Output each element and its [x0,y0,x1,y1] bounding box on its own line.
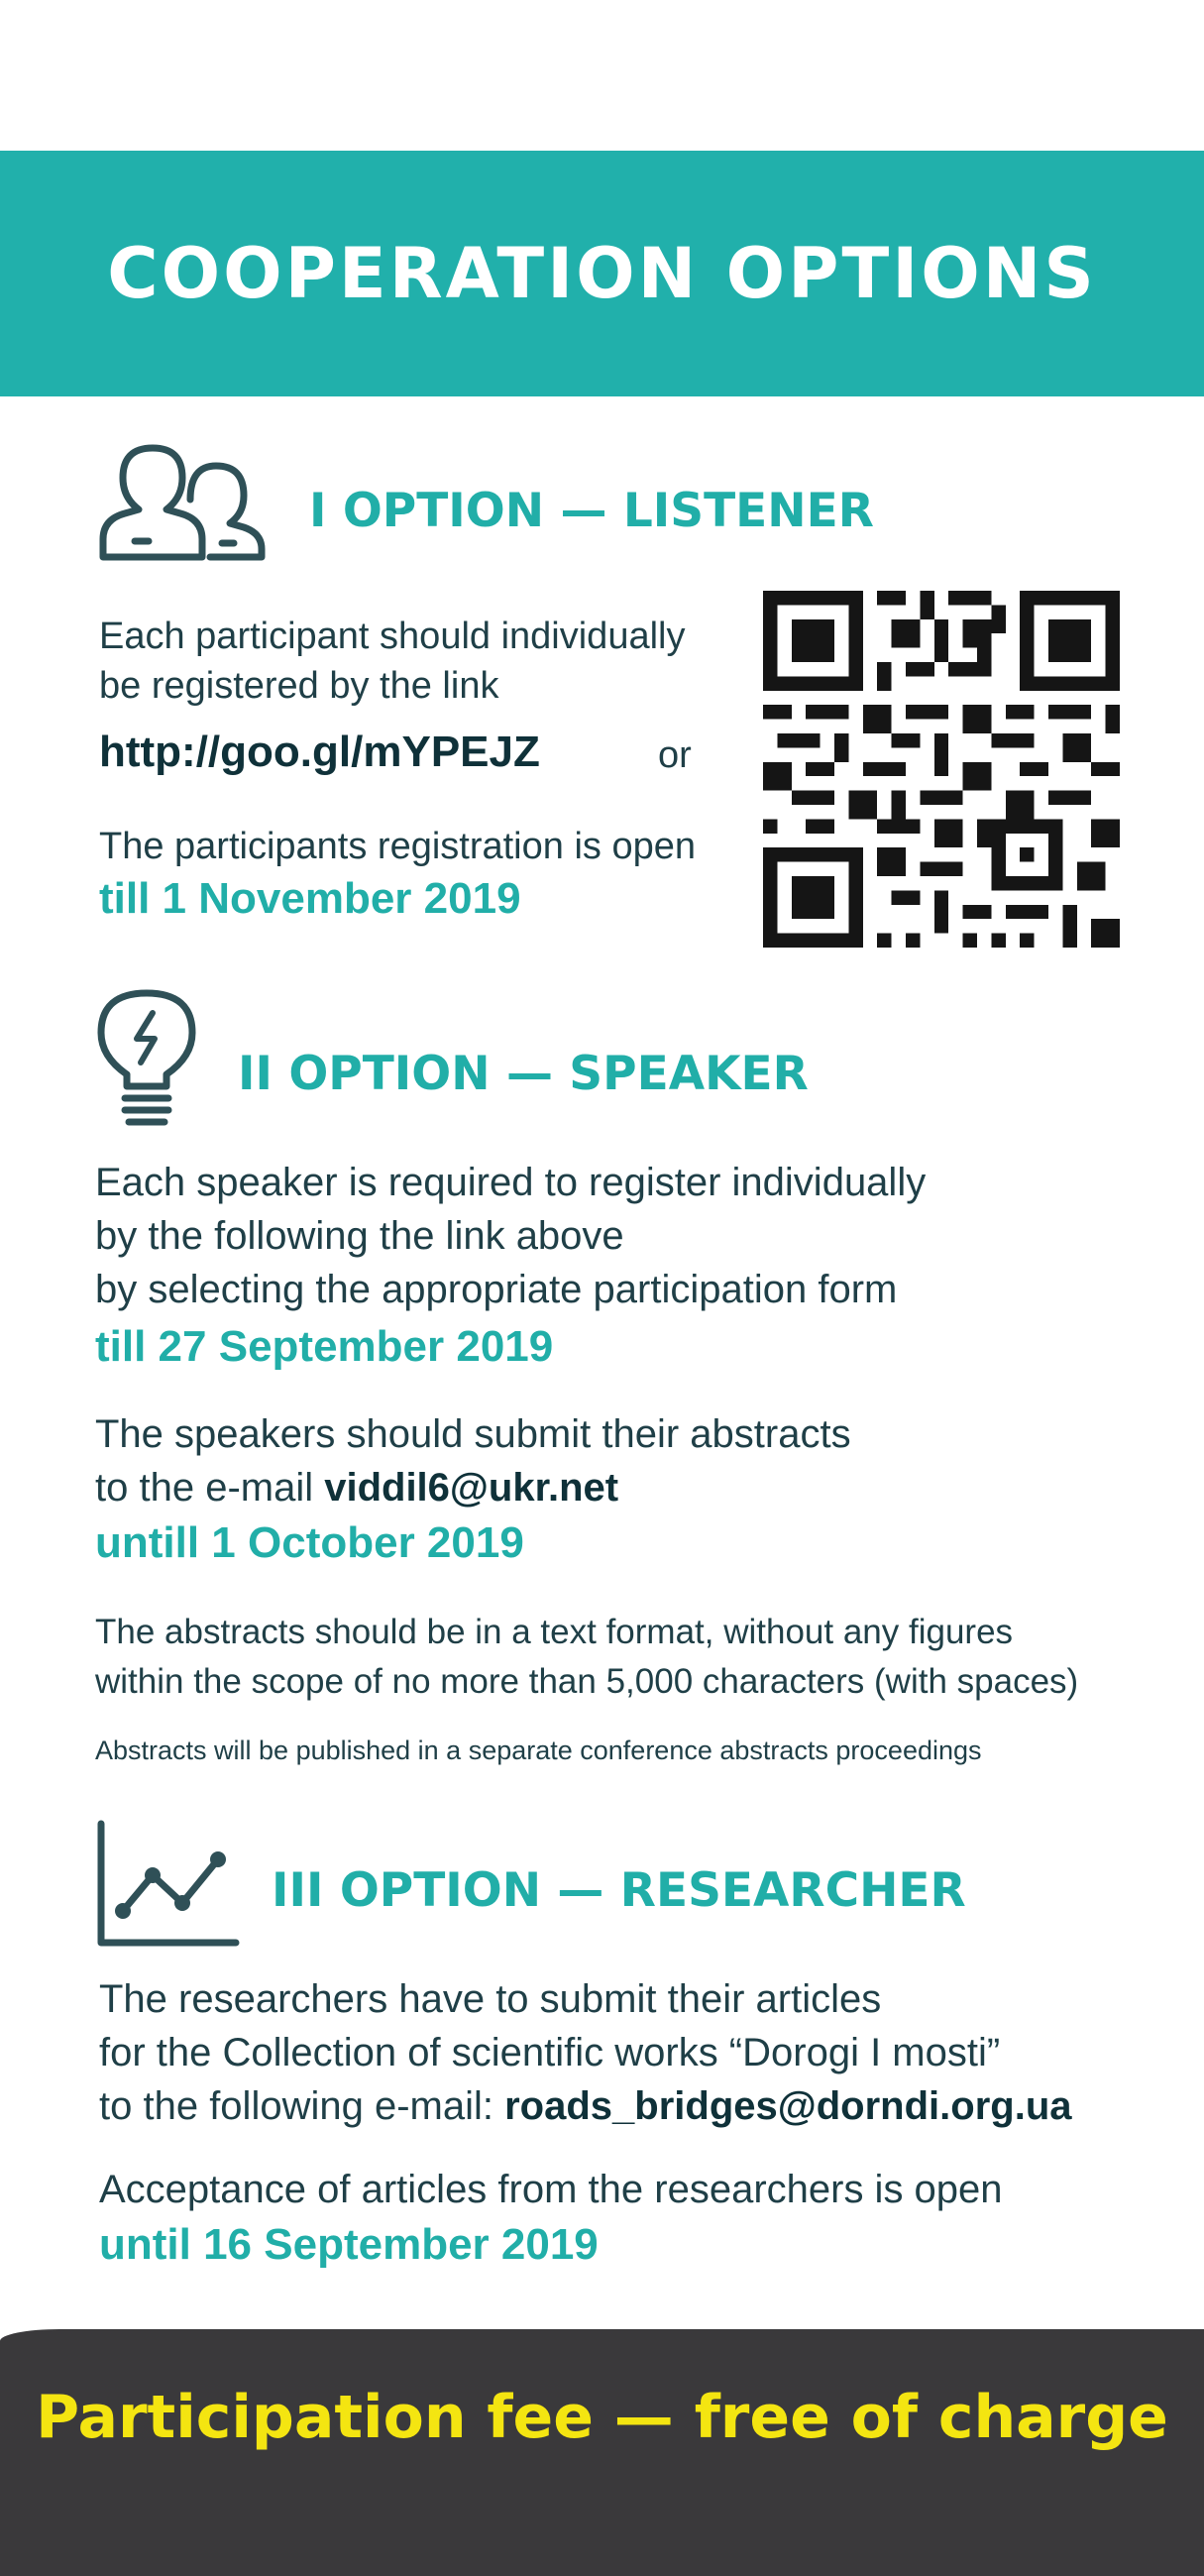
option2-deadline2: untill 1 October 2019 [95,1518,524,1567]
option2-text-line1: Each speaker is required to register individually [95,1161,927,1204]
option3-heading: III OPTION — RESEARCHER [272,1863,966,1918]
title-banner [0,151,1204,396]
participation-fee-text: Participation fee — free of charge [36,2382,1168,2452]
footer-banner [0,2329,1204,2576]
option3-text-line1: The researchers have to submit their articles [99,1977,882,2021]
option1-heading: I OPTION — LISTENER [309,484,874,538]
researcher-email-link[interactable]: roads_bridges@dorndi.org.ua [504,2084,1072,2128]
option2-heading: II OPTION — SPEAKER [238,1047,809,1101]
researcher-email-prefix: to the following e-mail: [99,2084,505,2128]
option2-submit-line1: The speakers should submit their abstracts [95,1412,851,1456]
registration-link[interactable]: http://goo.gl/mYPEJZ [99,728,540,776]
lightbulb-icon [95,987,204,1130]
qr-code-icon[interactable] [763,591,1120,948]
option1-text-line2: be registered by the link [99,665,499,707]
option3-accept-text: Acceptance of articles from the researchers is open [99,2168,1003,2211]
line-chart-icon [95,1820,240,1949]
page-title: COOPERATION OPTIONS [107,233,1097,314]
option3-text-line3 [99,2079,1072,2134]
option2-format-line2: within the scope of no more than 5,000 characters (with spaces) [95,1662,1079,1701]
option1-deadline: till 1 November 2019 [99,874,521,923]
option2-text-line2: by the following the link above [95,1214,624,1258]
speaker-email-link[interactable]: viddil6@ukr.net [324,1466,619,1510]
option2-deadline1: till 27 September 2019 [95,1322,554,1371]
option1-open-text: The participants registration is open [99,826,696,867]
option2-text-line3: by selecting the appropriate participation form [95,1268,898,1311]
option2-submit-line2 [95,1461,618,1515]
or-text: or [658,734,692,776]
submit-email-prefix: to the e-mail [95,1466,325,1510]
option3-text-line2: for the Collection of scientific works “Dorogi I mosti” [99,2031,1001,2074]
option3-deadline: until 16 September 2019 [99,2220,599,2269]
option2-format-line1: The abstracts should be in a text format, without any figures [95,1613,1014,1651]
option2-publish-note: Abstracts will be published in a separate conference abstracts proceedings [95,1736,982,1765]
option1-text-line1: Each participant should individually [99,616,686,657]
people-icon [95,440,269,564]
